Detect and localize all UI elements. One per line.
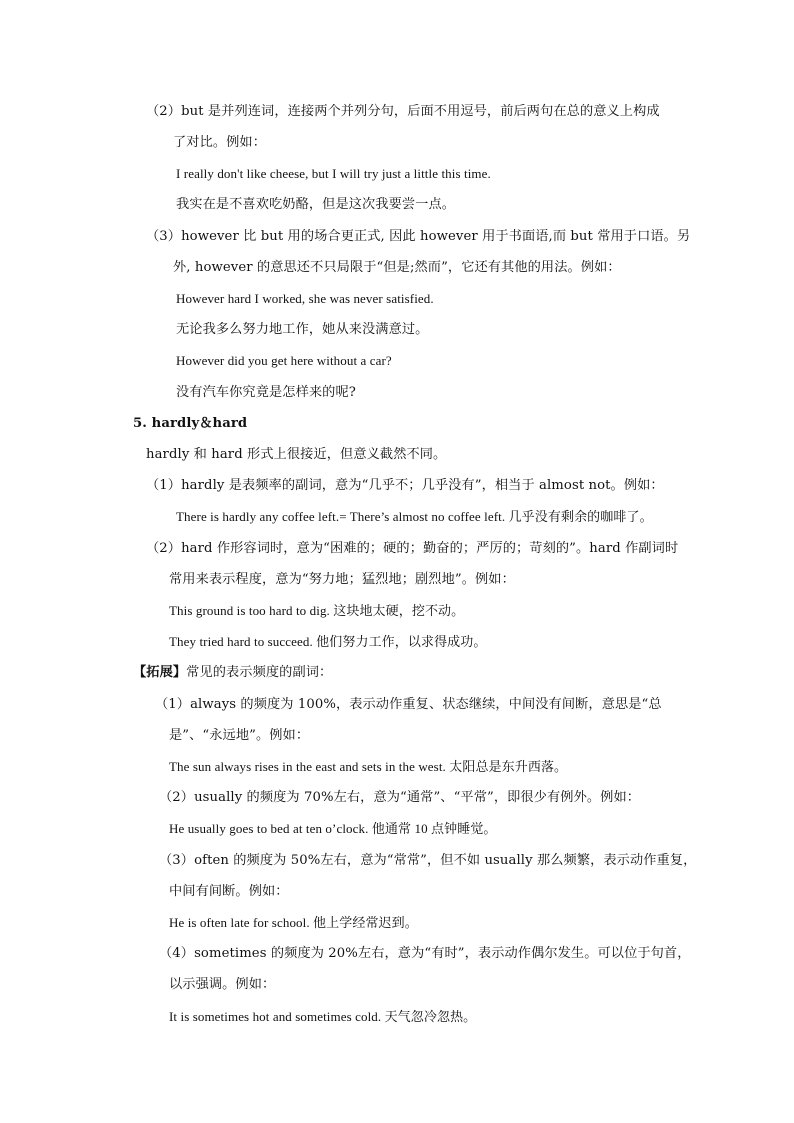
text-line: （4）sometimes 的频度为 20%左右，意为“有时”，表示动作偶尔发生。可以位于句首， bbox=[159, 946, 691, 961]
example-sentence: However did you get here without a car? bbox=[176, 353, 392, 368]
example-sentence: He usually goes to bed at ten o’clock. 他通常 10 点钟睡觉。 bbox=[169, 821, 497, 836]
text-line: （3）however 比 but 用的场合更正式, 因此 however 用于书面语,而 but 常用于口语。另 bbox=[146, 229, 691, 244]
translation-line: 没有汽车你究竟是怎样来的呢? bbox=[176, 385, 356, 400]
text-line: 常用来表示程度，意为“努力地；猛烈地；剧烈地”。例如： bbox=[169, 572, 515, 587]
text-line: （2）usually 的频度为 70%左右，意为“通常”、“平常”，即很少有例外。例如： bbox=[159, 790, 641, 805]
example-sentence: I really don't like cheese, but I will try just a little this time. bbox=[176, 166, 491, 181]
extension-heading bbox=[133, 664, 332, 682]
text-line: （2）hard 作形容词时，意为“困难的；硬的；勤奋的；严厉的；苛刻的”。hard 作副词时 bbox=[146, 541, 679, 556]
text-line: 中间有间断。例如： bbox=[169, 884, 289, 899]
example-sentence: The sun always rises in the east and sets in the west. 太阳总是东升西落。 bbox=[169, 759, 568, 774]
text-line: 是”、“永远地”。例如： bbox=[169, 728, 310, 743]
example-sentence: They tried hard to succeed. 他们努力工作，以求得成功。 bbox=[169, 634, 487, 649]
example-sentence: He is often late for school. 他上学经常迟到。 bbox=[169, 915, 418, 930]
example-sentence: It is sometimes hot and sometimes cold. 天气忽冷忽热。 bbox=[169, 1009, 477, 1024]
text-line: 以示强调。例如： bbox=[169, 977, 276, 992]
text-line: （3）often 的频度为 50%左右，意为“常常”，但不如 usually 那么频繁，表示动作重复， bbox=[159, 853, 697, 868]
text-line: 了对比。例如： bbox=[173, 135, 267, 150]
section-heading: 5. hardly＆hard bbox=[133, 416, 248, 431]
text-line: hardly 和 hard 形式上很接近，但意义截然不同。 bbox=[146, 447, 447, 462]
text-line: （2）but 是并列连词，连接两个并列分句，后面不用逗号，前后两句在总的意义上构成 bbox=[146, 104, 660, 119]
text-line: （1）hardly 是表频率的副词，意为“几乎不；几乎没有”，相当于 almost not。例如： bbox=[146, 478, 664, 493]
example-sentence: This ground is too hard to dig. 这块地太硬，挖不动。 bbox=[169, 603, 465, 618]
translation-line: 我实在是不喜欢吃奶酪，但是这次我要尝一点。 bbox=[176, 197, 456, 212]
text-line: 外, however 的意思还不只局限于“但是;然而”，它还有其他的用法。例如： bbox=[173, 260, 621, 275]
extension-title: 常见的表示频度的副词： bbox=[186, 665, 333, 680]
example-sentence: However hard I worked, she was never satisfied. bbox=[176, 291, 434, 306]
example-sentence: There is hardly any coffee left.= There’s almost no coffee left. 几乎没有剩余的咖啡了。 bbox=[176, 509, 653, 524]
extension-label: 【拓展】 bbox=[133, 665, 187, 680]
text-line: （1）always 的频度为 100%，表示动作重复、状态继续，中间没有间断，意思是“总 bbox=[155, 697, 662, 712]
translation-line: 无论我多么努力地工作，她从来没满意过。 bbox=[176, 322, 429, 337]
